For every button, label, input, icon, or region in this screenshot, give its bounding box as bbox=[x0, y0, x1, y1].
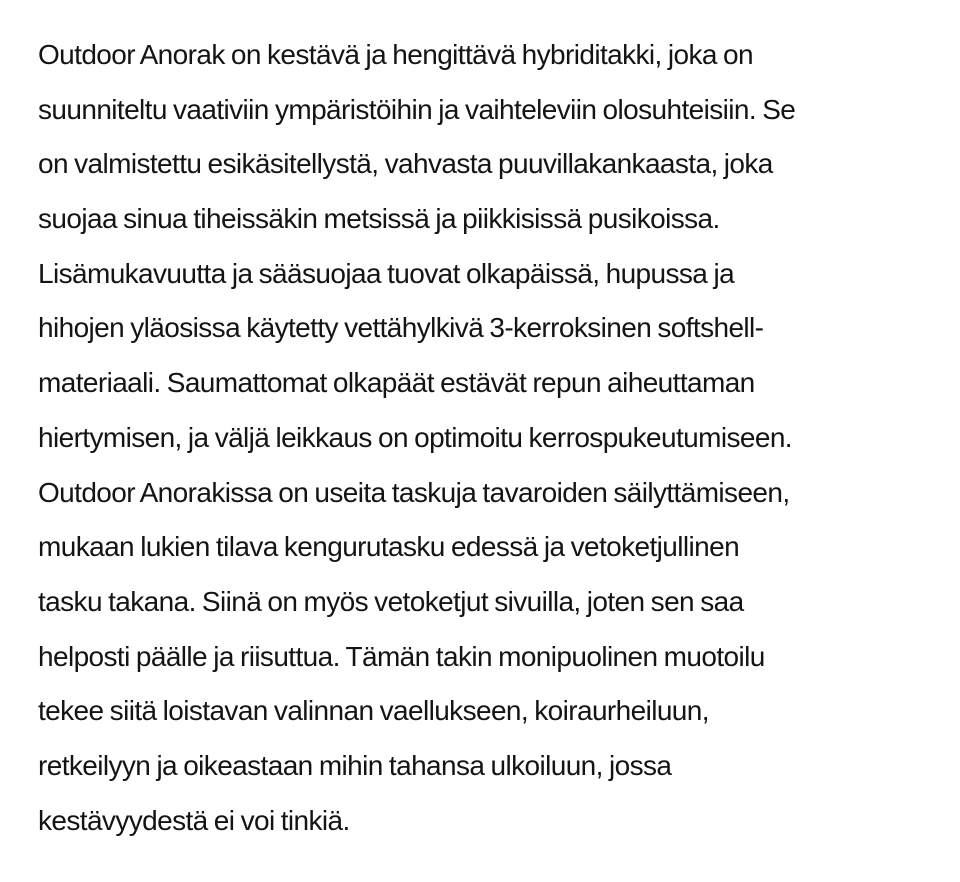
description-line: helposti päälle ja riisuttua. Tämän takin monipuolinen muotoilu bbox=[38, 640, 765, 672]
description-line: materiaali. Saumattomat olkapäät estävät repun aiheuttaman bbox=[38, 367, 755, 399]
description-line: hiertymisen, ja väljä leikkaus on optimoitu kerrospukeutumiseen. bbox=[38, 421, 792, 453]
description-line: on valmistettu esikäsitellystä, vahvasta puuvillakankaasta, joka bbox=[38, 148, 773, 180]
description-line: retkeilyyn ja oikeastaan mihin tahansa ulkoiluun, jossa bbox=[38, 749, 672, 781]
description-line: tasku takana. Siinä on myös vetoketjut sivuilla, joten sen saa bbox=[38, 585, 744, 617]
description-line: tekee siitä loistavan valinnan vaellukseen, koiraurheiluun, bbox=[38, 695, 709, 727]
description-line: hihojen yläosissa käytetty vettähylkivä 3-kerroksinen softshell- bbox=[38, 312, 764, 344]
product-description-text bbox=[38, 28, 795, 848]
description-line: suojaa sinua tiheissäkin metsissä ja piikkisissä pusikoissa. bbox=[38, 203, 720, 235]
description-line: Outdoor Anorak on kestävä ja hengittävä hybriditakki, joka on bbox=[38, 39, 753, 70]
description-line: mukaan lukien tilava kengurutasku edessä ja vetoketjullinen bbox=[38, 531, 740, 563]
description-line: suunniteltu vaativiin ympäristöihin ja vaihteleviin olosuhteisiin. Se bbox=[38, 93, 796, 125]
description-line: Outdoor Anorakissa on useita taskuja tavaroiden säilyttämiseen, bbox=[38, 476, 790, 508]
description-line: Lisämukavuutta ja sääsuojaa tuovat olkapäissä, hupussa ja bbox=[38, 257, 735, 289]
description-line: kestävyydestä ei voi tinkiä. bbox=[38, 804, 350, 836]
